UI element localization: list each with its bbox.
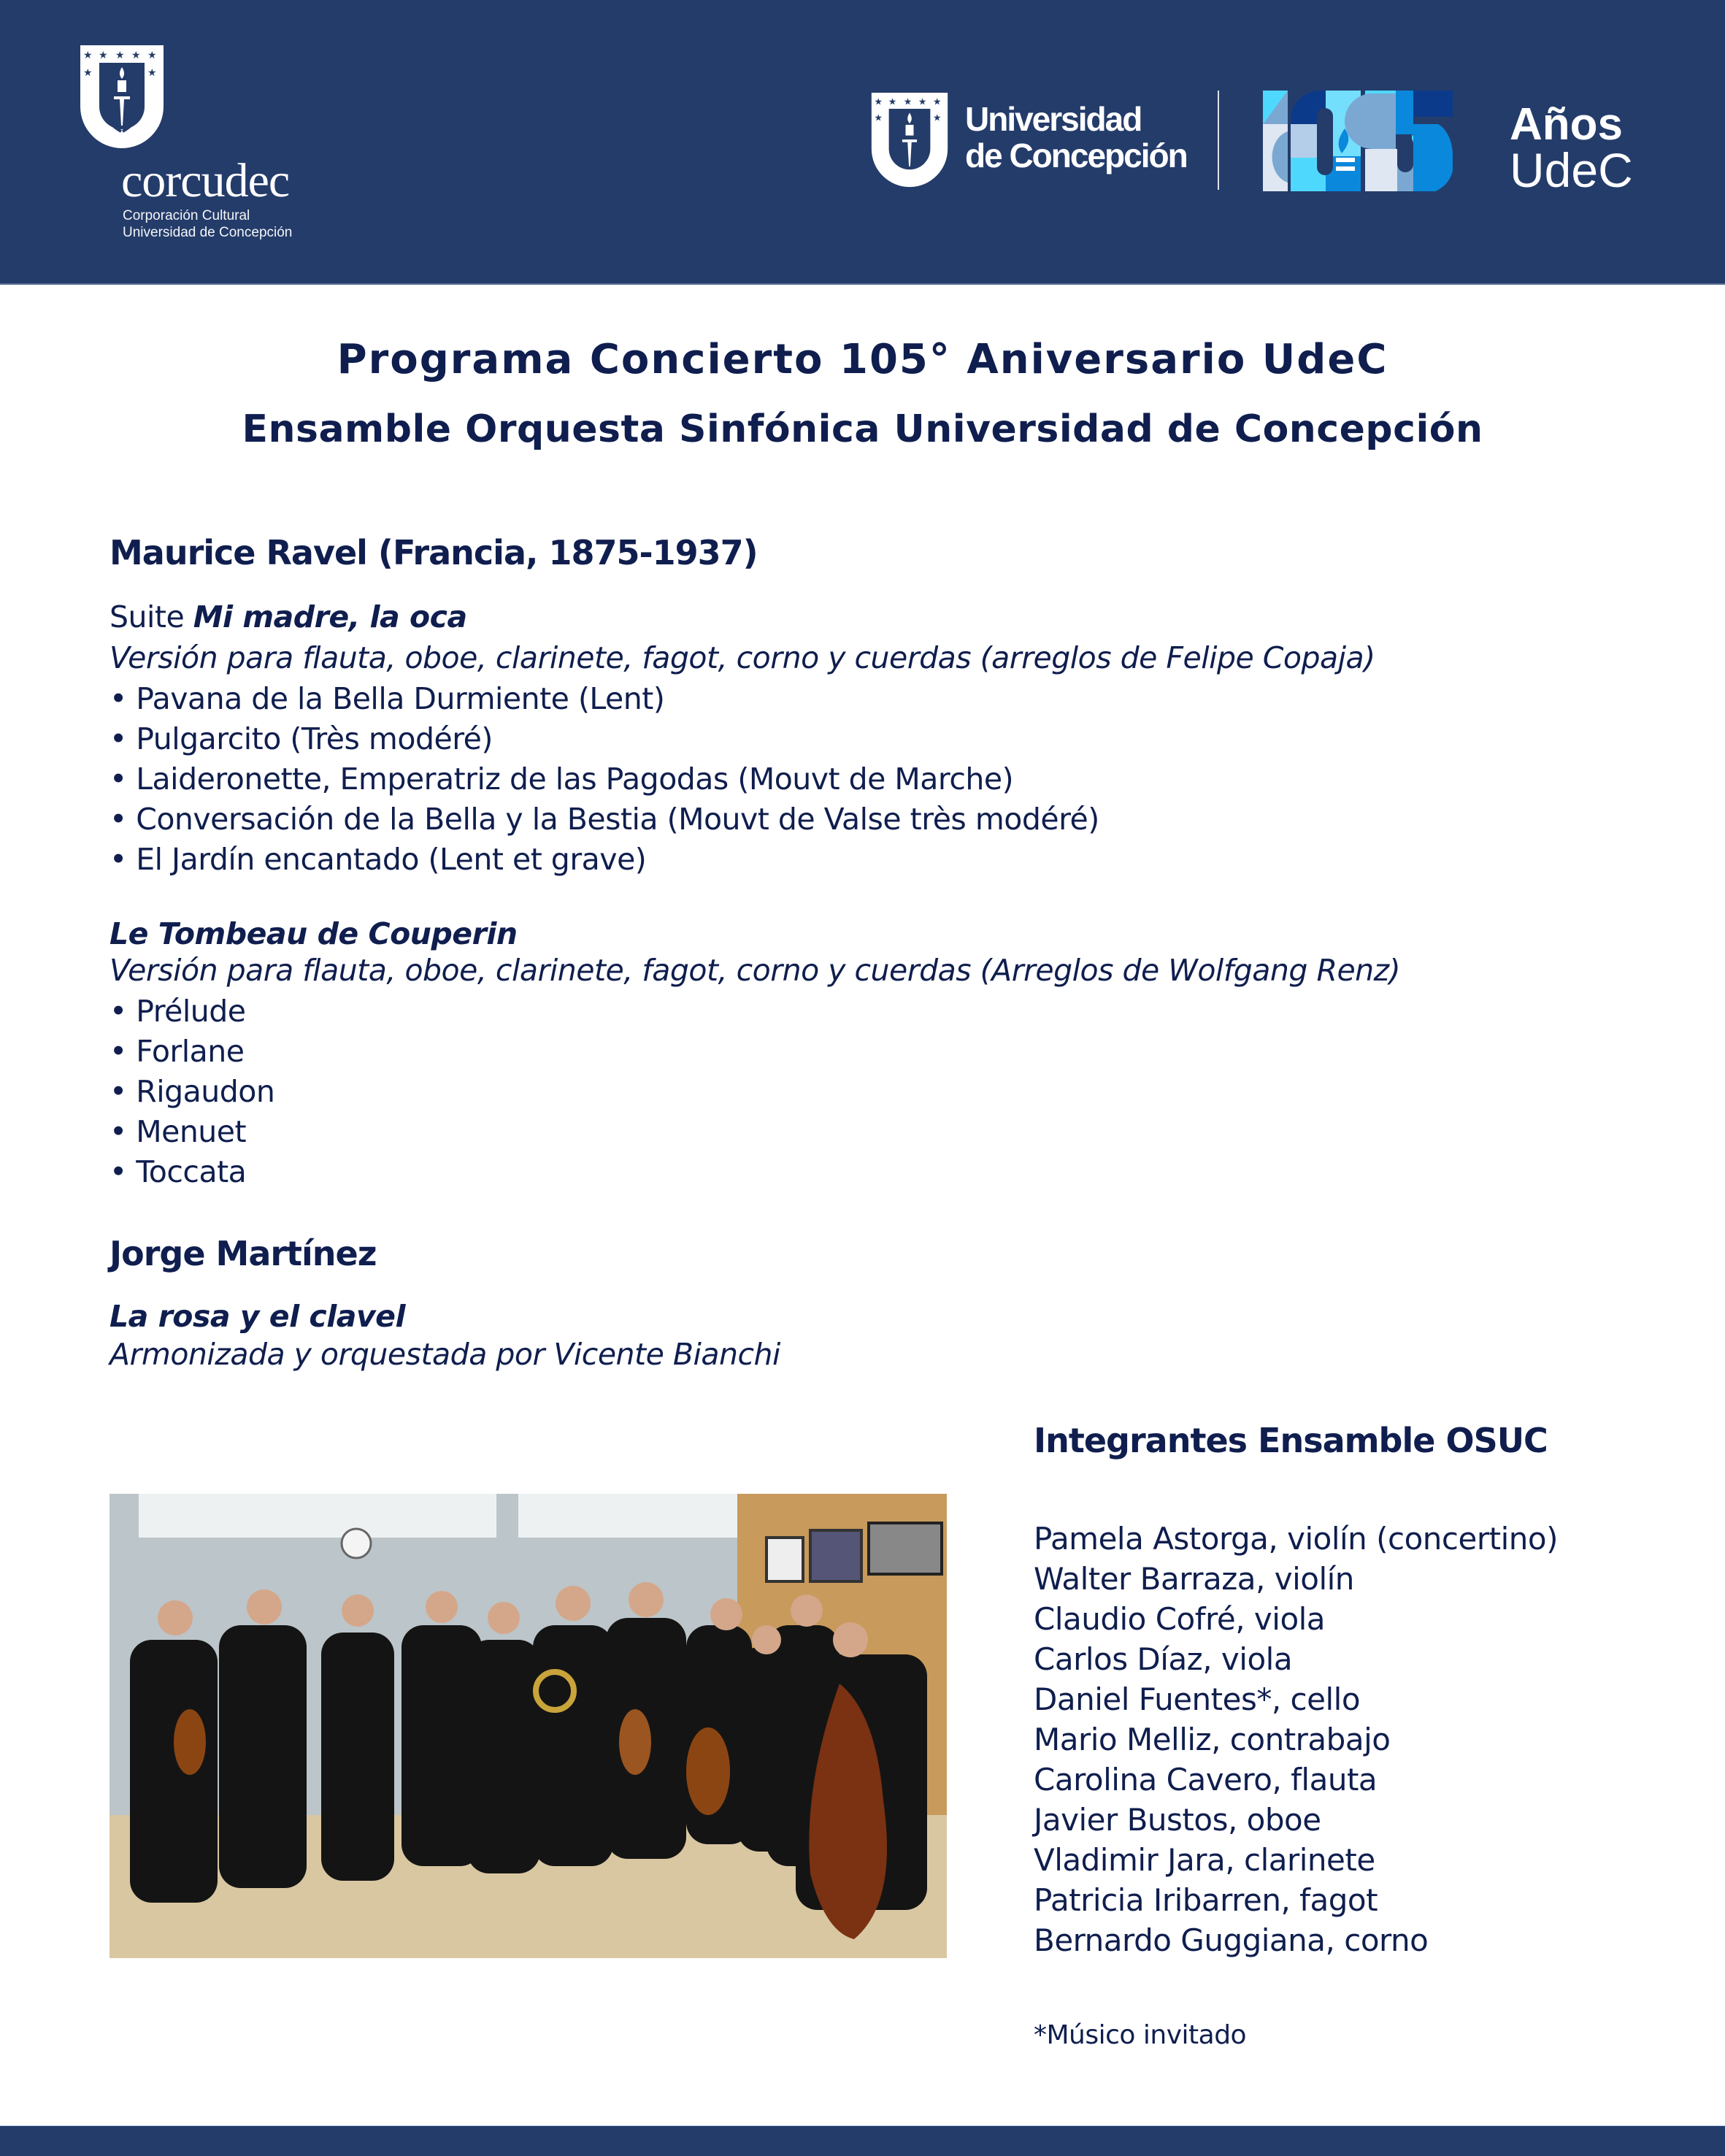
guest-musician-footnote: *Músico invitado	[1034, 2020, 1247, 2050]
composer-heading-ravel: Maurice Ravel (Francia, 1875-1937)	[110, 533, 758, 572]
svg-text:★: ★	[933, 96, 942, 108]
anniversary-anos-text: Años	[1510, 99, 1623, 150]
member-item: Carolina Cavero, flauta	[1034, 1762, 1378, 1798]
work-prefix: Suite	[110, 599, 193, 634]
member-item: Patricia Iribarren, fagot	[1034, 1882, 1378, 1918]
svg-text:★: ★	[147, 50, 157, 61]
logo-divider	[1218, 91, 1219, 190]
svg-text:★: ★	[99, 50, 108, 61]
movement-item: • Conversación de la Bella y la Bestia (Mouvt de Valse très modéré)	[110, 802, 1099, 837]
movement-item: • Prélude	[110, 994, 246, 1029]
member-item: Javier Bustos, oboe	[1034, 1802, 1321, 1838]
member-item: Walter Barraza, violín	[1034, 1561, 1354, 1597]
movement-item: • El Jardín encantado (Lent et grave)	[110, 842, 647, 877]
work-version-tombeau: Versión para flauta, oboe, clarinete, fagot, corno y cuerdas (Arreglos de Wolfgang Renz)	[110, 953, 1401, 988]
member-item: Daniel Fuentes*, cello	[1034, 1681, 1361, 1717]
university-shield-icon	[870, 91, 949, 190]
movement-item: • Pulgarcito (Très modéré)	[110, 721, 493, 756]
movements-list-tombeau	[110, 991, 274, 1192]
svg-text:★: ★	[874, 96, 883, 108]
work-title-mi-madre	[110, 597, 467, 637]
movement-item: • Forlane	[110, 1034, 245, 1069]
member-item: Claudio Cofré, viola	[1034, 1601, 1326, 1637]
member-item: Carlos Díaz, viola	[1034, 1641, 1293, 1677]
work-title-la-rosa: La rosa y el clavel	[110, 1299, 406, 1334]
composer-heading-martinez: Jorge Martínez	[110, 1234, 377, 1273]
corcudec-wordmark: corcudec	[121, 154, 290, 207]
work-version-mi-madre: Versión para flauta, oboe, clarinete, fagot, corno y cuerdas (arreglos de Felipe Copaja)	[110, 640, 1375, 675]
page-subtitle: Ensamble Orquesta Sinfónica Universidad de Concepción	[242, 407, 1483, 451]
university-shield-icon	[79, 44, 165, 150]
svg-text:★: ★	[874, 112, 883, 124]
svg-text:★: ★	[131, 50, 141, 61]
udec-name-line2: de Concepción	[965, 137, 1187, 174]
movement-item: • Menuet	[110, 1114, 247, 1149]
member-item: Vladimir Jara, clarinete	[1034, 1842, 1375, 1878]
member-item: Bernardo Guggiana, corno	[1034, 1922, 1429, 1958]
svg-text:★: ★	[903, 96, 913, 108]
corcudec-subtitle	[123, 207, 292, 241]
ensemble-members-list	[1034, 1519, 1558, 1960]
svg-text:★: ★	[83, 67, 93, 79]
movement-item: • Laideronette, Emperatriz de las Pagodas (Mouvt de Marche)	[110, 761, 1014, 797]
svg-text:★: ★	[147, 67, 157, 79]
work-title: Mi madre, la oca	[193, 599, 467, 634]
work-note-la-rosa: Armonizada y orquestada por Vicente Bianchi	[110, 1337, 780, 1372]
movement-item: • Toccata	[110, 1154, 247, 1189]
movement-item: • Rigaudon	[110, 1074, 275, 1109]
ensemble-group-photo	[110, 1494, 947, 1958]
work-title-tombeau: Le Tombeau de Couperin	[110, 916, 518, 951]
movement-item: • Pavana de la Bella Durmiente (Lent)	[110, 681, 665, 716]
svg-text:★: ★	[83, 50, 93, 61]
group-photo-image	[110, 1494, 947, 1958]
svg-text:★: ★	[888, 96, 897, 108]
movements-list-mi-madre	[110, 679, 1099, 880]
udec-name-line1: Universidad	[965, 100, 1142, 138]
member-item: Pamela Astorga, violín (concertino)	[1034, 1521, 1558, 1557]
anniversary-udec-text: UdeC	[1510, 143, 1633, 197]
header-banner	[0, 0, 1725, 285]
footer-banner	[0, 2125, 1725, 2156]
corcudec-subtitle-line1: Corporación Cultural	[123, 208, 250, 223]
105-anniversary-logo-icon	[1263, 91, 1482, 191]
svg-text:★: ★	[115, 50, 125, 61]
udec-wordmark	[965, 101, 1187, 174]
member-item: Mario Melliz, contrabajo	[1034, 1722, 1391, 1757]
ensemble-heading: Integrantes Ensamble OSUC	[1034, 1421, 1548, 1460]
corcudec-subtitle-line2: Universidad de Concepción	[123, 225, 293, 240]
svg-text:★: ★	[918, 96, 927, 108]
page-title: Programa Concierto 105° Aniversario UdeC	[337, 336, 1388, 383]
svg-text:★: ★	[933, 112, 942, 124]
